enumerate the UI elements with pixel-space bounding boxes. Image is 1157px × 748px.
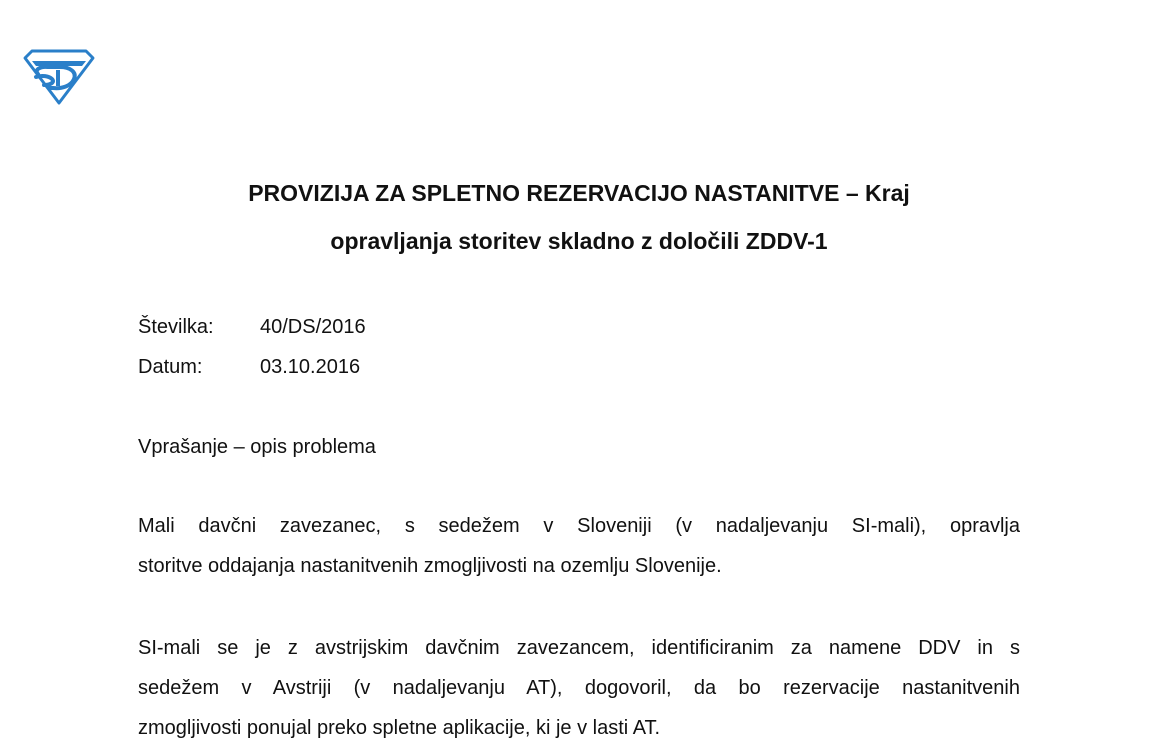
document-title-line-1: PROVIZIJA ZA SPLETNO REZERVACIJO NASTANITVE – Kraj [248,180,910,206]
document-number-value: 40/DS/2016 [260,316,366,338]
section-heading: Vprašanje – opis problema [138,436,376,458]
paragraph-2 [138,628,1020,748]
document-title-line-2: opravljanja storitev skladno z določili ZDDV-1 [330,228,828,254]
document-date-row [138,355,360,379]
paragraph-2-line-1: SI-mali se je z avstrijskim davčnim zavezancem, identificiranim za namene DDV in s [138,637,1020,659]
paragraph-1-line-2: storitve oddajanja nastanitvenih zmogljivosti na ozemlju Slovenije. [138,555,722,577]
document-date-label: Datum: [138,356,203,378]
document-date-value: 03.10.2016 [260,356,361,378]
paragraph-2-line-2: sedežem v Avstriji (v nadaljevanju AT), dogovoril, da bo rezervacije nastanitvenih [138,677,1020,699]
document-number-label: Številka: [138,316,214,338]
sd-logo [22,48,96,106]
paragraph-1 [138,506,1020,586]
paragraph-1-line-1: Mali davčni zavezanec, s sedežem v Sloveniji (v nadaljevanju SI-mali), opravlja [138,515,1020,537]
paragraph-2-line-3: zmogljivosti ponujal preko spletne aplikacije, ki je v lasti AT. [138,717,661,739]
document-number-row [138,315,366,339]
